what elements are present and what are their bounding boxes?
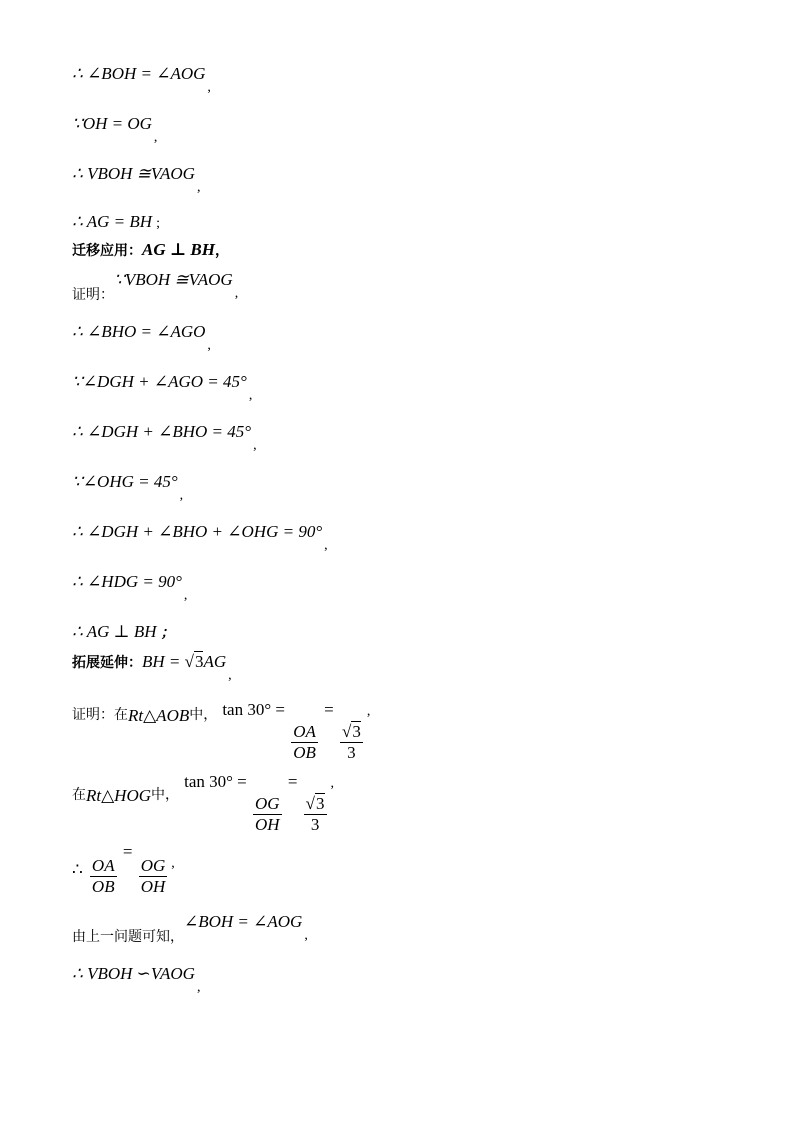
- proof-line-tan-hog: 在Rt△HOG中， tan 30° = $\frac{OG}{OH}$ = $\frac{√3}{3}$ ,: [72, 772, 335, 834]
- proof-line: ∵∠OHG = 45°,: [72, 472, 184, 503]
- proof-line: ∴ ∠BOH = ∠AOG,: [72, 64, 211, 95]
- proof-line: ∴ ∠DGH + ∠BHO + ∠OHG = 90°,: [72, 522, 328, 553]
- proof-line: ∴ ∠HDG = 90°,: [72, 572, 188, 603]
- section-extension: 拓展延伸：BH = √3AG,: [72, 652, 232, 683]
- proof-line: ∴ ∠BHO = ∠AGO,: [72, 322, 211, 353]
- proof-line: ∴ VBOH ∽VAOG,: [72, 964, 201, 995]
- proof-line: ∴ VBOH ≅VAOG,: [72, 164, 201, 195]
- proof-line: ∴ AG = BH ;: [72, 212, 160, 231]
- proof-line: ∵∠DGH + ∠AGO = 45°,: [72, 372, 253, 403]
- ratio-equality: ∴ $\frac{OA}{OB}$ = $\frac{OG}{OH}$ ,: [72, 842, 175, 896]
- statement: AG ⊥ BH: [142, 240, 215, 259]
- section-label: 迁移应用：: [72, 243, 142, 259]
- proof-line: ∴ AG ⊥ BH ；: [72, 622, 175, 641]
- proof-label: 证明：: [72, 287, 114, 303]
- proof-line-tan-aob: 证明：在Rt△AOB中， tan 30° = $\frac{OA}{OB}$ = $\frac{√3}{3}$ ,: [72, 700, 371, 762]
- section-label: 拓展延伸：: [72, 655, 142, 671]
- proof-start: 证明：∵VBOH ≅VAOG,: [72, 270, 239, 303]
- proof-line: ∵OH = OG,: [72, 114, 158, 145]
- section-migration: 迁移应用：AG ⊥ BH，: [72, 240, 229, 259]
- proof-line: 由上一问题可知，∠BOH = ∠AOG,: [72, 912, 308, 945]
- proof-line: ∴ ∠DGH + ∠BHO = 45°,: [72, 422, 257, 453]
